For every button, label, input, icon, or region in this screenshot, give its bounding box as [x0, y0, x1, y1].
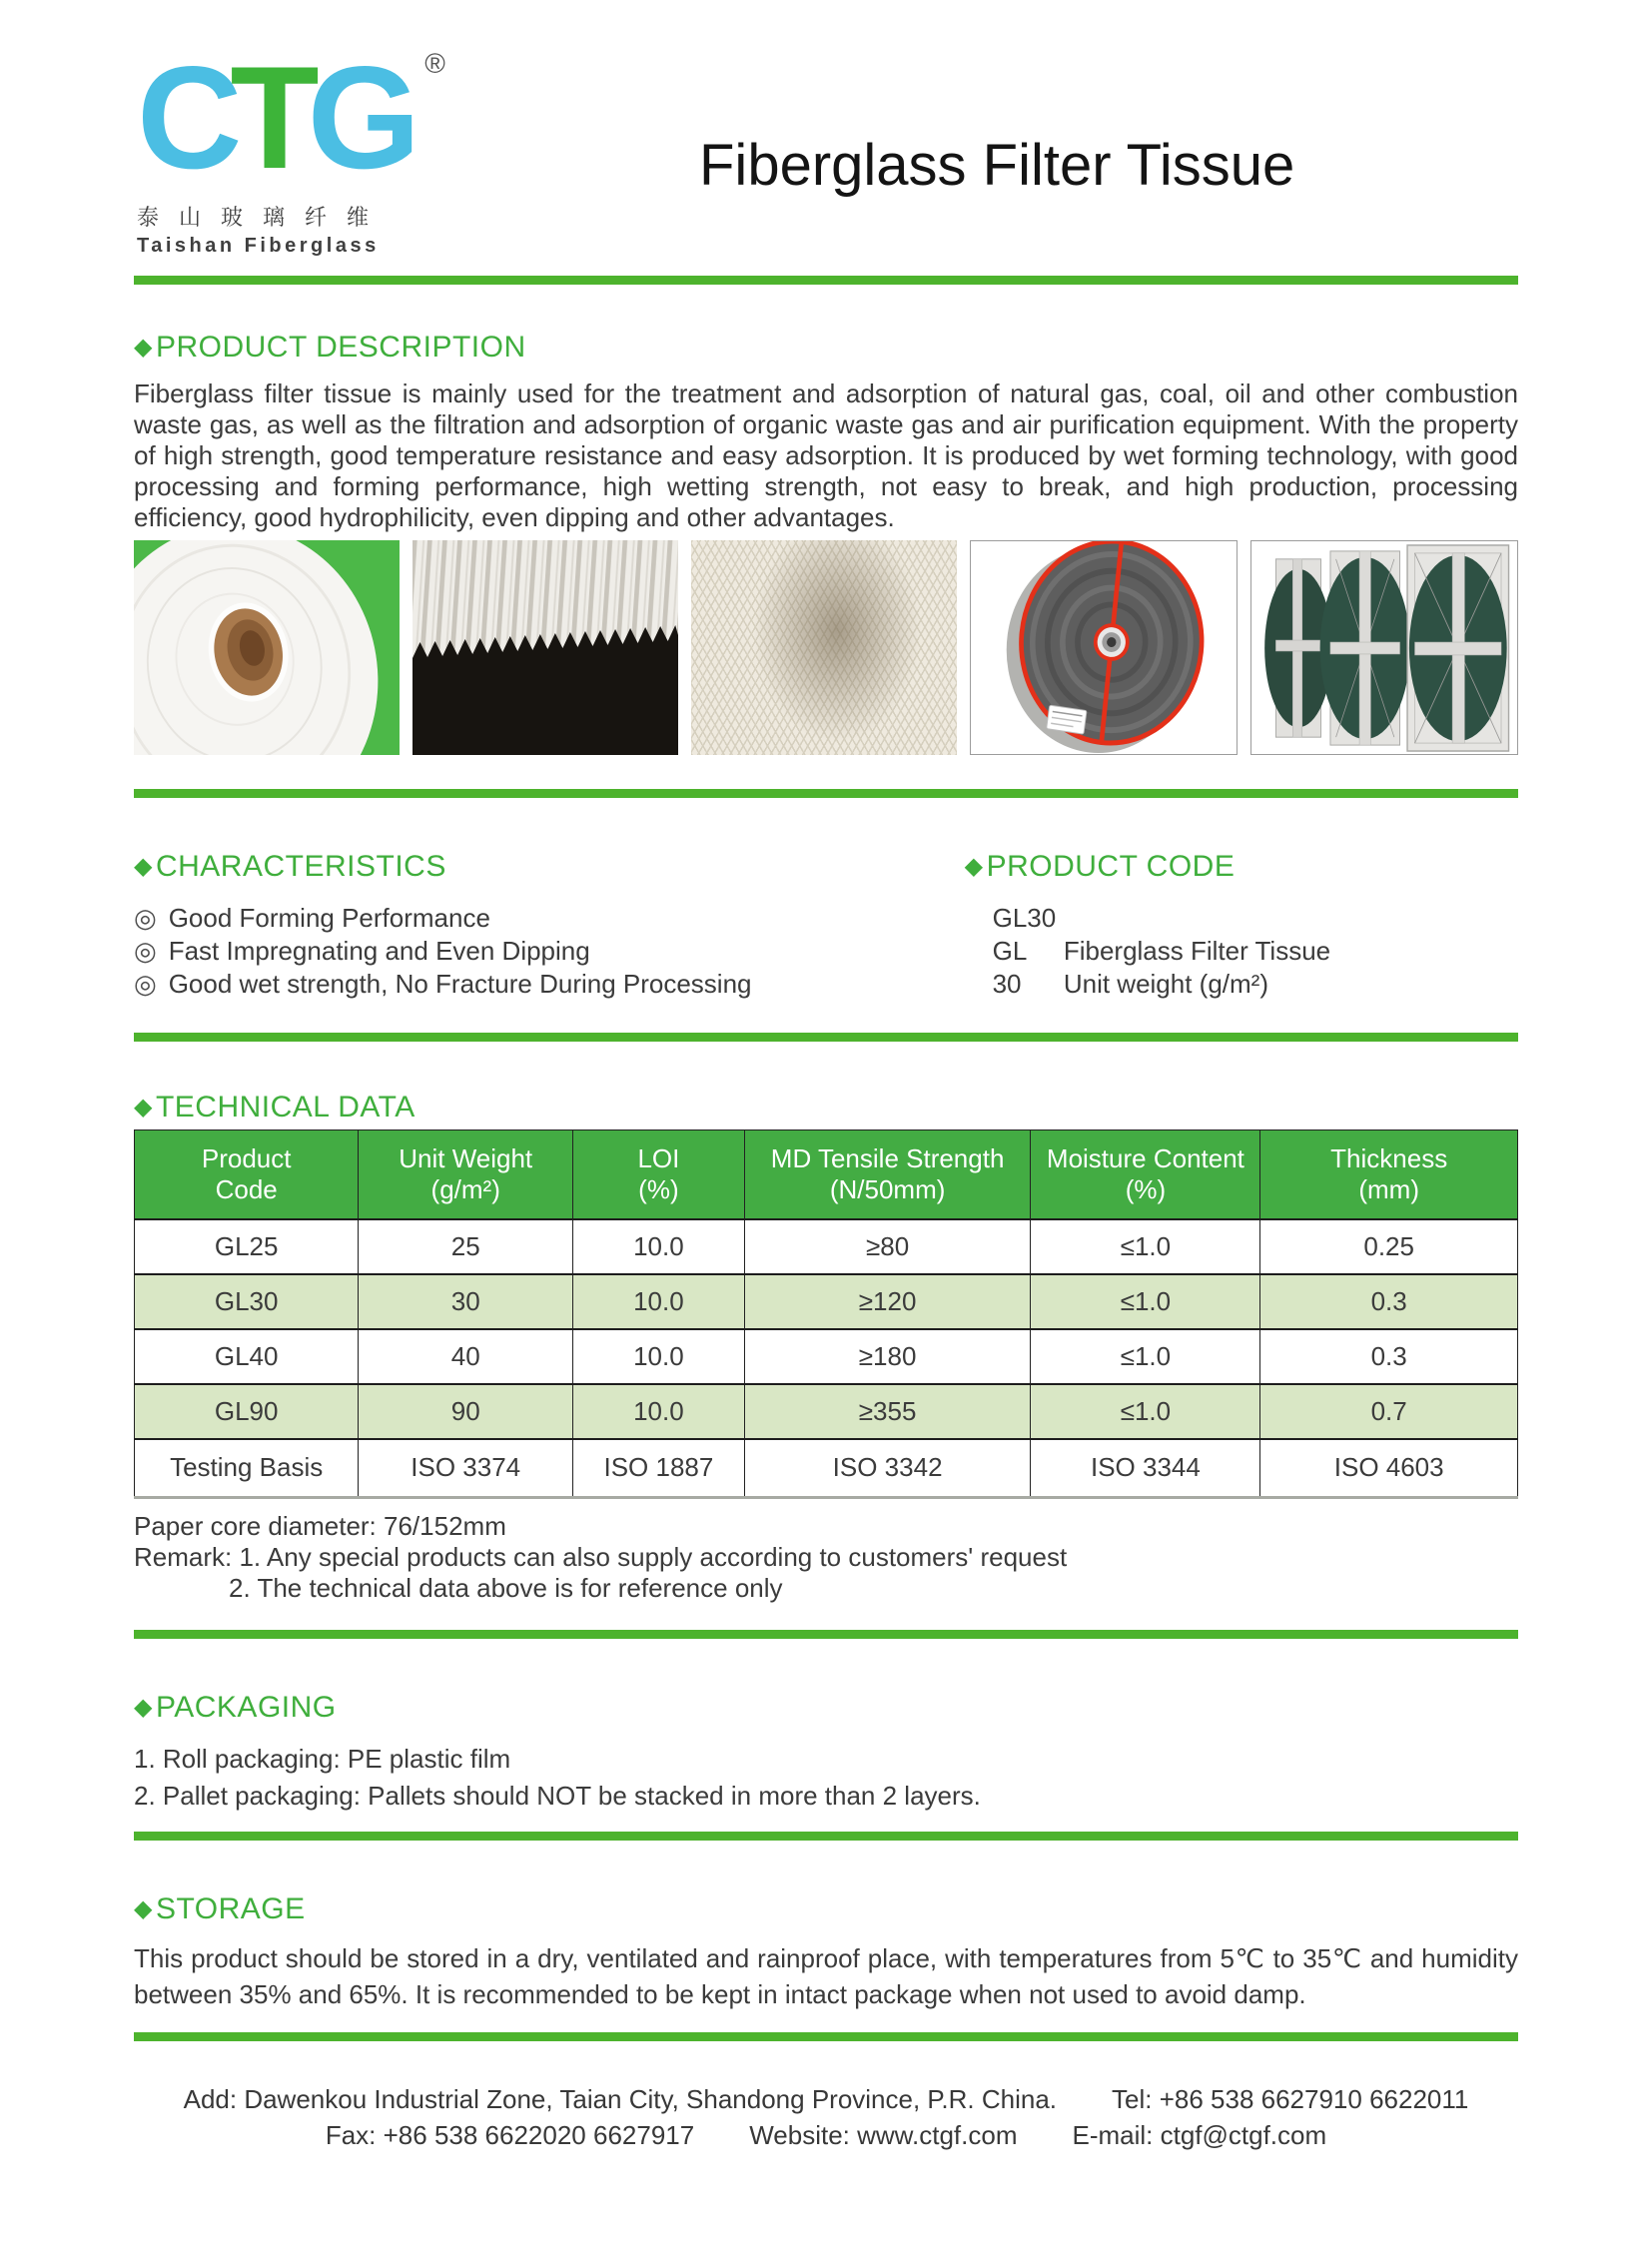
heading-label: TECHNICAL DATA	[155, 1091, 415, 1123]
table-row	[135, 1439, 1518, 1497]
fiberglass-tissue-roll-photo	[134, 540, 400, 755]
table-cell: ≥80	[744, 1219, 1031, 1274]
characteristics-list	[134, 902, 965, 1001]
product-description-heading	[134, 331, 1518, 365]
characteristics-heading	[134, 850, 965, 884]
footer-fax: Fax: +86 538 6622020 6627917	[325, 2119, 695, 2150]
filter-disc-illustration	[971, 541, 1237, 754]
diamond-icon: ◆	[964, 853, 984, 880]
divider-bar	[134, 1630, 1518, 1639]
table-header-row	[135, 1130, 1518, 1220]
table-cell: 0.3	[1260, 1274, 1518, 1329]
table-cell: ISO 3374	[359, 1439, 573, 1497]
footer	[134, 2081, 1518, 2153]
section-product-description	[134, 331, 1518, 755]
heading-label: STORAGE	[155, 1891, 306, 1925]
storage-paragraph: This product should be stored in a dry, ventilated and rainproof place, with temperatures from 5℃ to 35℃ and humidity between 35% and 65%. It is recommended to be kept in intact package when not used to avoid damp.	[134, 1942, 1518, 2009]
heading-label: CHARACTERISTICS	[155, 850, 446, 883]
page-title: Fiberglass Filter Tissue	[699, 133, 1295, 198]
panel-filters-illustration	[1251, 541, 1517, 754]
footer-address: Add: Dawenkou Industrial Zone, Taian City, Shandong Province, P.R. China.	[183, 2083, 1058, 2114]
footer-email: E-mail: ctgf@ctgf.com	[1072, 2119, 1327, 2150]
footer-line-1	[134, 2081, 1518, 2117]
bullseye-icon: ◎	[134, 936, 157, 966]
column-header: Unit Weight (g/m²)	[359, 1130, 573, 1220]
registered-trademark-icon: ®	[424, 48, 445, 79]
legend-key: GL	[992, 936, 1028, 966]
list-item	[134, 902, 965, 935]
packaging-heading	[134, 1691, 1518, 1725]
ctg-logo	[137, 36, 445, 258]
header	[0, 0, 1652, 276]
pleated-filter-media-photo	[413, 540, 678, 755]
pleats-illustration	[413, 540, 678, 755]
packaging-item: 1. Roll packaging: PE plastic film	[134, 1743, 511, 1774]
diamond-icon: ◆	[134, 1894, 153, 1922]
column-header: Product Code	[135, 1130, 359, 1220]
table-cell: 25	[359, 1219, 573, 1274]
table-cell: ISO 3342	[744, 1439, 1031, 1497]
diamond-icon: ◆	[134, 1094, 153, 1121]
packaging-list	[134, 1741, 1518, 1815]
diamond-icon: ◆	[134, 334, 153, 361]
table-cell: 40	[359, 1329, 573, 1384]
filter-mesh-texture-photo	[691, 540, 957, 755]
table-cell: GL25	[135, 1219, 359, 1274]
table-row	[135, 1329, 1518, 1384]
logo-letter-t: T	[230, 36, 308, 199]
table-cell: 90	[359, 1384, 573, 1439]
table-cell: ≥120	[744, 1274, 1031, 1329]
footer-tel: Tel: +86 538 6627910 6622011	[1112, 2083, 1469, 2114]
heading-label: PRODUCT DESCRIPTION	[155, 331, 526, 364]
heading-label: PRODUCT CODE	[986, 850, 1236, 883]
divider-bar	[134, 2032, 1518, 2041]
column-header: LOI (%)	[573, 1130, 745, 1220]
column-header: MD Tensile Strength (N/50mm)	[744, 1130, 1031, 1220]
table-cell: 0.3	[1260, 1329, 1518, 1384]
table-cell: GL40	[135, 1329, 359, 1384]
product-code-legend-row	[993, 968, 1518, 1001]
product-description-paragraph: Fiberglass filter tissue is mainly used for the treatment and adsorption of natural gas, coal, oil and other combustion waste gas, as well as the filtration and adsorption of organic waste gas and air purification equipment. With the property of high strength, good temperature resistance and easy adsorption. It is produced by wet forming technology, with good processing and forming performance, high wetting strength, not easy to break, and high production, processing efficiency, good hydrophilicity, even dipping and other advantages.	[134, 378, 1518, 532]
product-code-legend-row	[993, 935, 1518, 968]
column-header: Thickness (mm)	[1260, 1130, 1518, 1220]
logo-english-text: Taishan Fiberglass	[137, 235, 380, 258]
bullseye-icon: ◎	[134, 903, 157, 933]
table-cell: 10.0	[573, 1219, 745, 1274]
logo-wordmark	[137, 36, 445, 199]
table-cell: 10.0	[573, 1274, 745, 1329]
table-cell: GL30	[135, 1274, 359, 1329]
legend-desc: Fiberglass Filter Tissue	[1063, 936, 1331, 966]
list-item	[134, 935, 965, 968]
paper-core-note: Paper core diameter: 76/152mm	[134, 1510, 506, 1541]
table-cell: 0.25	[1260, 1219, 1518, 1274]
divider-bar	[134, 1033, 1518, 1042]
product-photo-strip	[134, 540, 1518, 755]
bullseye-icon: ◎	[134, 969, 157, 999]
characteristic-text: Good Forming Performance	[168, 903, 490, 933]
table-row	[135, 1219, 1518, 1274]
remark-line-2: 2. The technical data above is for reference only	[229, 1572, 783, 1603]
logo-chinese-text: 泰山玻璃纤维	[137, 205, 390, 231]
table-cell: ≥180	[744, 1329, 1031, 1384]
remark-line-1: Remark: 1. Any special products can also supply according to customers' request	[134, 1541, 1068, 1572]
table-cell: ISO 4603	[1260, 1439, 1518, 1497]
table-cell: 10.0	[573, 1329, 745, 1384]
section-technical-data	[134, 1091, 1518, 1604]
packaging-item: 2. Pallet packaging: Pallets should NOT be stacked in more than 2 layers.	[134, 1780, 981, 1811]
table-cell: ISO 1887	[573, 1439, 745, 1497]
logo-letter-c: C	[137, 36, 231, 199]
legend-key: 30	[992, 969, 1022, 999]
table-cell: Testing Basis	[135, 1439, 359, 1497]
table-cell: 10.0	[573, 1384, 745, 1439]
logo-letter-g: G	[307, 36, 410, 199]
characteristic-text: Good wet strength, No Fracture During Processing	[168, 969, 752, 999]
table-row	[135, 1384, 1518, 1439]
divider-bar	[134, 276, 1518, 285]
product-code-value: GL30	[992, 903, 1057, 933]
characteristic-text: Fast Impregnating and Even Dipping	[168, 936, 590, 966]
table-cell: ≤1.0	[1031, 1384, 1260, 1439]
footer-line-2	[134, 2117, 1518, 2153]
table-cell: 30	[359, 1274, 573, 1329]
table-cell: GL90	[135, 1384, 359, 1439]
footer-website: Website: www.ctgf.com	[749, 2119, 1018, 2150]
table-row	[135, 1274, 1518, 1329]
storage-heading	[134, 1892, 1518, 1926]
panel-filter-frames-photo	[1250, 540, 1518, 755]
diamond-icon: ◆	[134, 853, 153, 880]
table-cell: ≤1.0	[1031, 1329, 1260, 1384]
legend-desc: Unit weight (g/m²)	[1063, 969, 1268, 999]
product-code-heading	[965, 850, 1518, 884]
product-code-block	[965, 902, 1518, 1001]
section-packaging	[134, 1691, 1518, 1815]
divider-bar	[134, 1832, 1518, 1841]
roll-illustration	[134, 540, 400, 755]
product-code-column	[965, 850, 1518, 1001]
heading-label: PACKAGING	[155, 1690, 337, 1724]
diamond-icon: ◆	[134, 1693, 153, 1721]
technical-data-heading	[134, 1091, 1518, 1124]
divider-bar	[134, 789, 1518, 798]
list-item	[134, 968, 965, 1001]
table-cell: ISO 3344	[1031, 1439, 1260, 1497]
table-cell: 0.7	[1260, 1384, 1518, 1439]
table-cell: ≤1.0	[1031, 1274, 1260, 1329]
table-cell: ≤1.0	[1031, 1219, 1260, 1274]
filter-roll-face-photo	[970, 540, 1238, 755]
section-storage	[134, 1892, 1518, 2012]
section-characteristics-product-code	[134, 850, 1518, 1001]
table-cell: ≥355	[744, 1384, 1031, 1439]
characteristics-column	[134, 850, 965, 1001]
technical-data-table	[134, 1129, 1518, 1499]
column-header: Moisture Content (%)	[1031, 1130, 1260, 1220]
page-content	[0, 276, 1652, 2153]
